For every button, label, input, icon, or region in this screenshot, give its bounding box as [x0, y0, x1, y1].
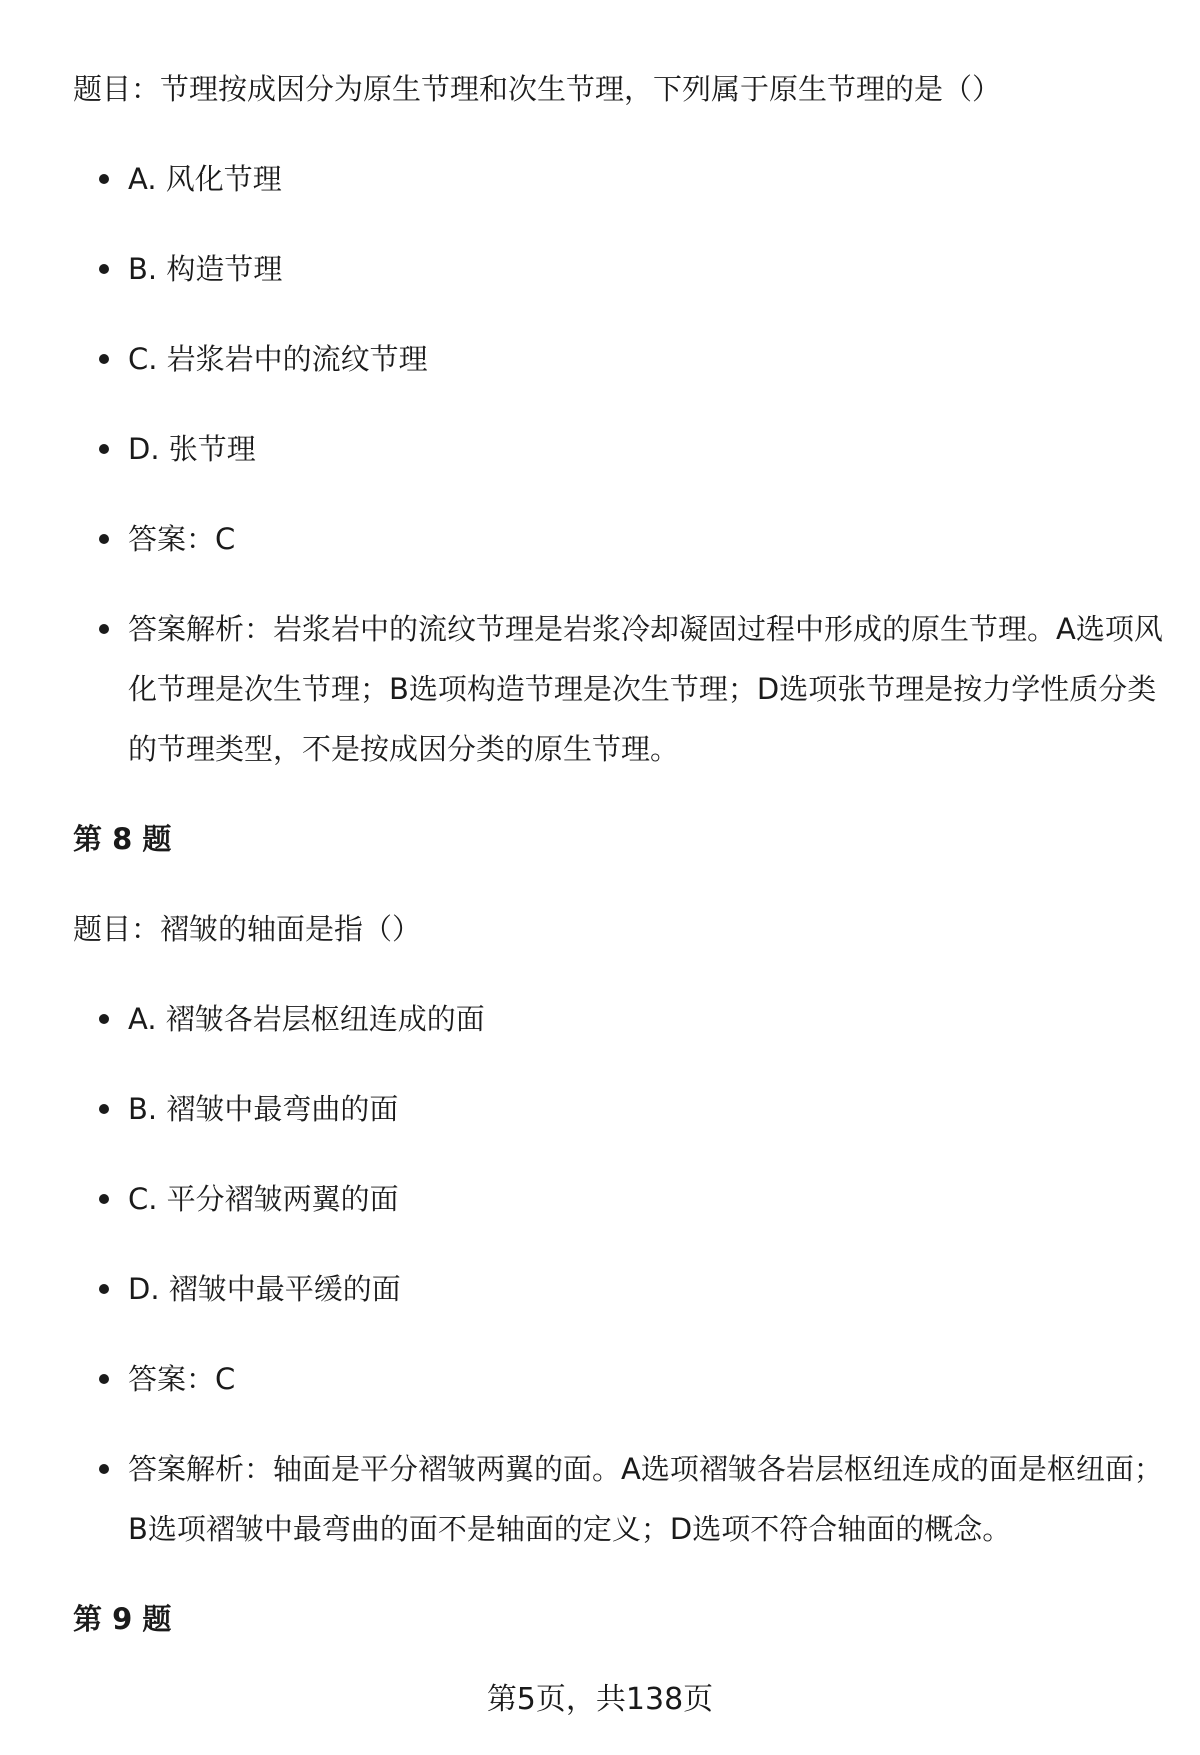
bullet-icon [99, 354, 109, 364]
question-stem: 题目：褶皱的轴面是指（） [73, 912, 422, 946]
bullet-icon [99, 174, 109, 184]
bullet-icon [99, 1374, 109, 1384]
bullet-icon [99, 534, 109, 544]
question-8 [73, 814, 1163, 1559]
option-c: C. 岩浆岩中的流纹节理 [73, 334, 1163, 384]
option-list [73, 994, 1163, 1559]
bullet-icon [99, 264, 109, 274]
answer: 答案：C [73, 1354, 1163, 1404]
page-footer: 第5页，共138页 [486, 1682, 714, 1717]
option-a: A. 褶皱各岩层枢纽连成的面 [73, 994, 1163, 1044]
answer-explanation: 答案解析：轴面是平分褶皱两翼的面。A选项褶皱各岩层枢纽连成的面是枢纽面；B选项褶皱中最弯曲的面不是轴面的定义；D选项不符合轴面的概念。 [73, 1439, 1163, 1559]
answer: 答案：C [73, 514, 1163, 564]
option-b: B. 褶皱中最弯曲的面 [73, 1084, 1163, 1134]
bullet-icon [99, 1104, 109, 1114]
option-d: D. 褶皱中最平缓的面 [73, 1264, 1163, 1314]
question-stem: 题目：节理按成因分为原生节理和次生节理，下列属于原生节理的是（） [73, 72, 1002, 106]
option-a: A. 风化节理 [73, 154, 1163, 204]
bullet-icon [99, 444, 109, 454]
option-c: C. 平分褶皱两翼的面 [73, 1174, 1163, 1224]
bullet-icon [99, 1284, 109, 1294]
question-heading: 第 8 题 [73, 822, 172, 856]
question-heading: 第 9 题 [73, 1602, 172, 1636]
option-list [73, 154, 1163, 779]
bullet-icon [99, 624, 109, 634]
option-b: B. 构造节理 [73, 244, 1163, 294]
bullet-icon [99, 1194, 109, 1204]
bullet-icon [99, 1464, 109, 1474]
answer-explanation: 答案解析：岩浆岩中的流纹节理是岩浆冷却凝固过程中形成的原生节理。A选项风化节理是次生节理；B选项构造节理是次生节理；D选项张节理是按力学性质分类的节理类型，不是按成因分类的原生节理。 [73, 599, 1163, 779]
option-d: D. 张节理 [73, 424, 1163, 474]
question-9 [73, 1594, 1163, 1644]
question-7 [73, 64, 1163, 779]
bullet-icon [99, 1014, 109, 1024]
document-page [73, 64, 1163, 1684]
